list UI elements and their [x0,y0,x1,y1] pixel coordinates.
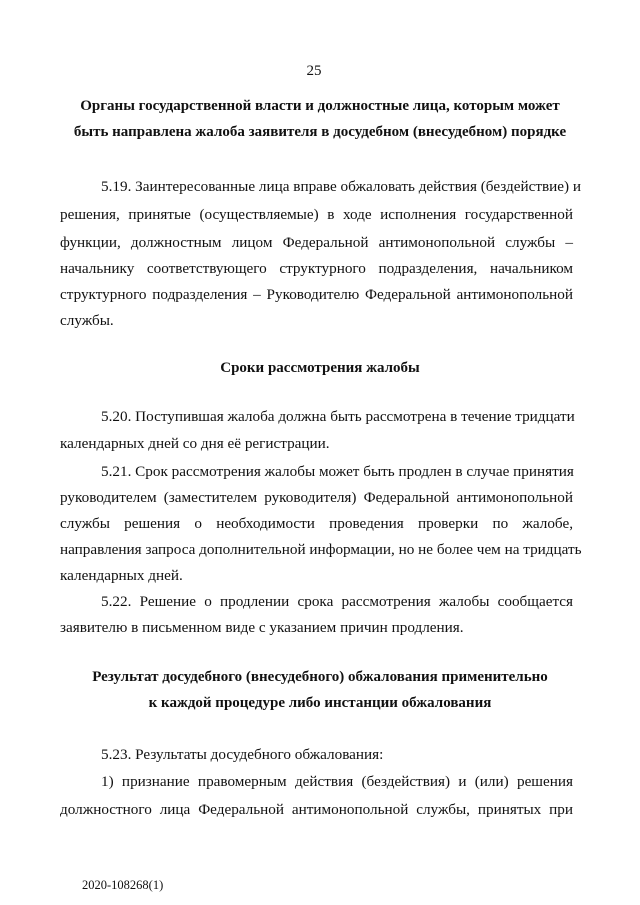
paragraph-line: 5.19. Заинтересованные лица вправе обжаловать действия (бездействие) и [101,178,581,195]
document-code: 2020-108268(1) [82,878,164,892]
paragraph-line: должностного лица Федеральной антимонопольной службы, принятых при [60,801,573,818]
paragraph-line: направления запроса дополнительной информации, но не более чем на тридцать [60,541,582,558]
paragraph-line: структурного подразделения – Руководителю Федеральной антимонопольной [60,286,573,303]
paragraph-line: службы решения о необходимости проведения проверки по жалобе, [60,515,573,532]
section-heading-authorities [60,93,580,145]
paragraph-line: календарных дней со дня её регистрации. [60,435,330,452]
paragraph-line: 1) признание правомерным действия (бездействия) и (или) решения [101,773,573,790]
paragraph-line: 5.23. Результаты досудебного обжалования: [101,746,384,763]
paragraph-line: календарных дней. [60,567,183,584]
paragraph-line: 5.21. Срок рассмотрения жалобы может быть продлен в случае принятия [101,463,574,480]
paragraph-line: начальнику соответствующего структурного подразделения, начальником [60,260,573,277]
paragraph-line: заявителю в письменном виде с указанием причин продления. [60,619,464,636]
section-heading-review-terms: Сроки рассмотрения жалобы [220,360,420,376]
heading-line: Результат досудебного (внесудебного) обжалования применительно [92,669,548,685]
page-number: 25 [306,63,322,79]
heading-line: Органы государственной власти и должностные лица, которым может [80,98,560,114]
paragraph-line: функции, должностным лицом Федеральной антимонопольной службы – [60,234,573,251]
paragraph-line: 5.22. Решение о продлении срока рассмотрения жалобы сообщается [101,593,573,610]
paragraph-line: 5.20. Поступившая жалоба должна быть рассмотрена в течение тридцати [101,408,575,425]
paragraph-line: руководителем (заместителем руководителя) Федеральной антимонопольной [60,489,573,506]
heading-line: к каждой процедуре либо инстанции обжалования [148,695,492,711]
paragraph-line: решения, принятые (осуществляемые) в ходе исполнения государственной [60,206,573,223]
paragraph-line: службы. [60,312,114,329]
heading-line: быть направлена жалоба заявителя в досудебном (внесудебном) порядке [73,124,567,140]
section-heading-appeal-result [60,664,580,716]
